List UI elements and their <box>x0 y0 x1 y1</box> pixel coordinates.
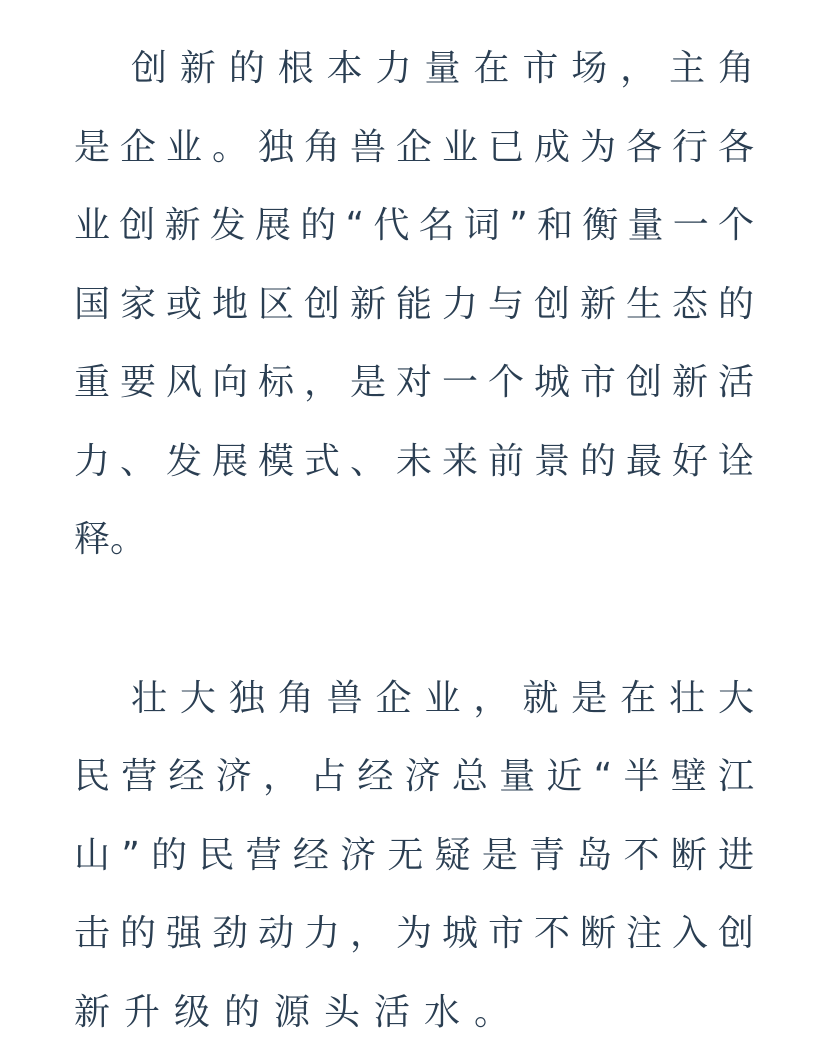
paragraph-line: 山”的民营经济无疑是青岛不断进 <box>74 834 754 876</box>
paragraph-line: 是企业。独角兽企业已成为各行各 <box>74 126 754 168</box>
paragraph-1 <box>74 30 754 580</box>
paragraph-line: 重要风向标，是对一个城市创新活 <box>74 362 754 403</box>
paragraph-line: 国家或地区创新能力与创新生态的 <box>74 283 754 325</box>
paragraph-spacer <box>74 580 754 660</box>
paragraph-line: 创新的根本力量在市场，主角 <box>131 48 754 89</box>
paragraph-line: 民营经济，占经济总量近“半壁江 <box>74 756 754 797</box>
paragraph-line: 壮大独角兽企业，就是在壮大 <box>131 677 754 719</box>
paragraph-line: 力、发展模式、未来前景的最好诠 <box>74 440 754 482</box>
paragraph-line: 击的强劲动力，为城市不断注入创 <box>74 913 754 954</box>
paragraph-2 <box>74 660 754 1053</box>
paragraph-line: 释。 <box>74 519 147 560</box>
article-body <box>74 30 754 1052</box>
paragraph-line: 业创新发展的“代名词”和衡量一个 <box>74 205 754 246</box>
paragraph-line: 新升级的源头活水。 <box>74 991 525 1033</box>
